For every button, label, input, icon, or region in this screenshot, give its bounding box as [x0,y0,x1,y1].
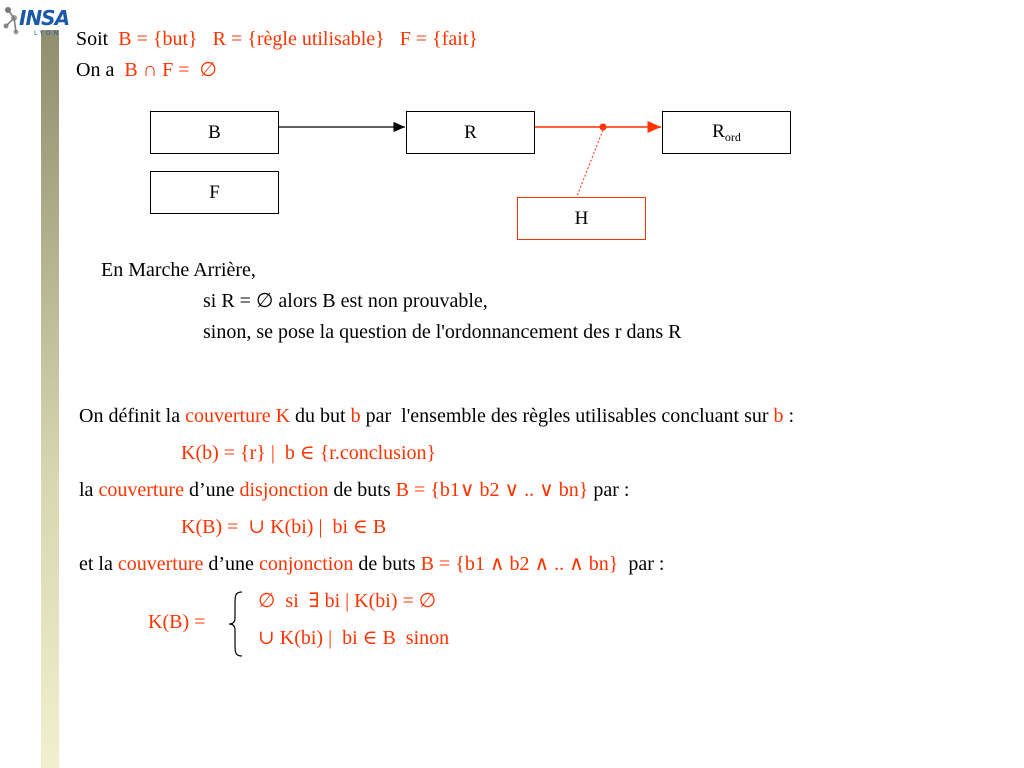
def1-goal-2: b [773,405,784,427]
box-rord [662,111,791,154]
box-h-label: H [574,207,589,229]
def1-term: couverture K [185,405,291,427]
def1-text-a: On définit la [79,405,186,427]
formula-k-conjunction-lhs: K(B) = [148,611,206,633]
def1-text-g: : [783,405,795,427]
ona-label: On a [76,59,115,81]
box-b-label: B [208,121,221,143]
def1-text-c: du but [290,405,351,427]
backward-line-1: si R = ∅ alors B est non prouvable, [203,290,488,312]
sets-definition: B = {but} R = {règle utilisable} F = {fait} [118,28,478,50]
def3-text-g: par : [618,553,665,575]
heuristic-link [577,130,603,196]
logo-text: INSA [19,6,70,30]
def1-goal: b [350,405,361,427]
definition-line-2 [79,478,629,502]
backward-line-2: sinon, se pose la question de l'ordonnancement des r dans R [203,321,682,343]
intersection-statement: B ∩ F = ∅ [124,59,217,81]
box-rord-main: R [712,120,725,142]
formula-case-2: ∪ K(bi) | bi ∈ B sinon [258,627,450,649]
definition-line-3 [79,552,664,576]
def3-conjonction: conjonction [258,553,354,575]
def2-text-g: par : [588,479,630,501]
box-f-label: F [209,181,220,203]
box-b [150,111,279,154]
def2-term: couverture [98,479,184,501]
def2-text-c: d’une [183,479,240,501]
def2-set: B = {b1∨ b2 ∨ .. ∨ bn} [395,479,589,501]
def1-text-e: par l'ensemble des règles utilisables concluant sur [360,405,774,427]
formula-case-1: ∅ si ∃ bi | K(bi) = ∅ [258,590,437,612]
backward-title: En Marche Arrière, [101,259,256,281]
def2-text-a: la [79,479,99,501]
box-rord-label [712,121,741,145]
def3-set: B = {b1 ∧ b2 ∧ .. ∧ bn} [420,553,619,575]
formula-k-b: K(b) = {r} | b ∈ {r.conclusion} [181,442,437,464]
def3-term: couverture [117,553,204,575]
formula-k-disjunction: K(B) = ∪ K(bi) | bi ∈ B [181,516,387,538]
soit-label: Soit [76,28,109,50]
def2-disjonction: disjonction [239,479,329,501]
box-rord-sub: ord [724,129,741,144]
box-r-label: R [464,121,477,143]
logo-subtext: LYON [34,30,62,37]
box-h [517,197,646,240]
definition-line-1 [79,404,794,428]
def2-text-e: de buts [328,479,396,501]
junction-dot [600,124,607,131]
box-r [406,111,535,154]
def3-text-c: d’une [203,553,259,575]
def3-text-e: de buts [353,553,421,575]
box-f [150,171,279,214]
def3-text-a: et la [79,553,118,575]
curly-brace-icon [226,590,246,658]
